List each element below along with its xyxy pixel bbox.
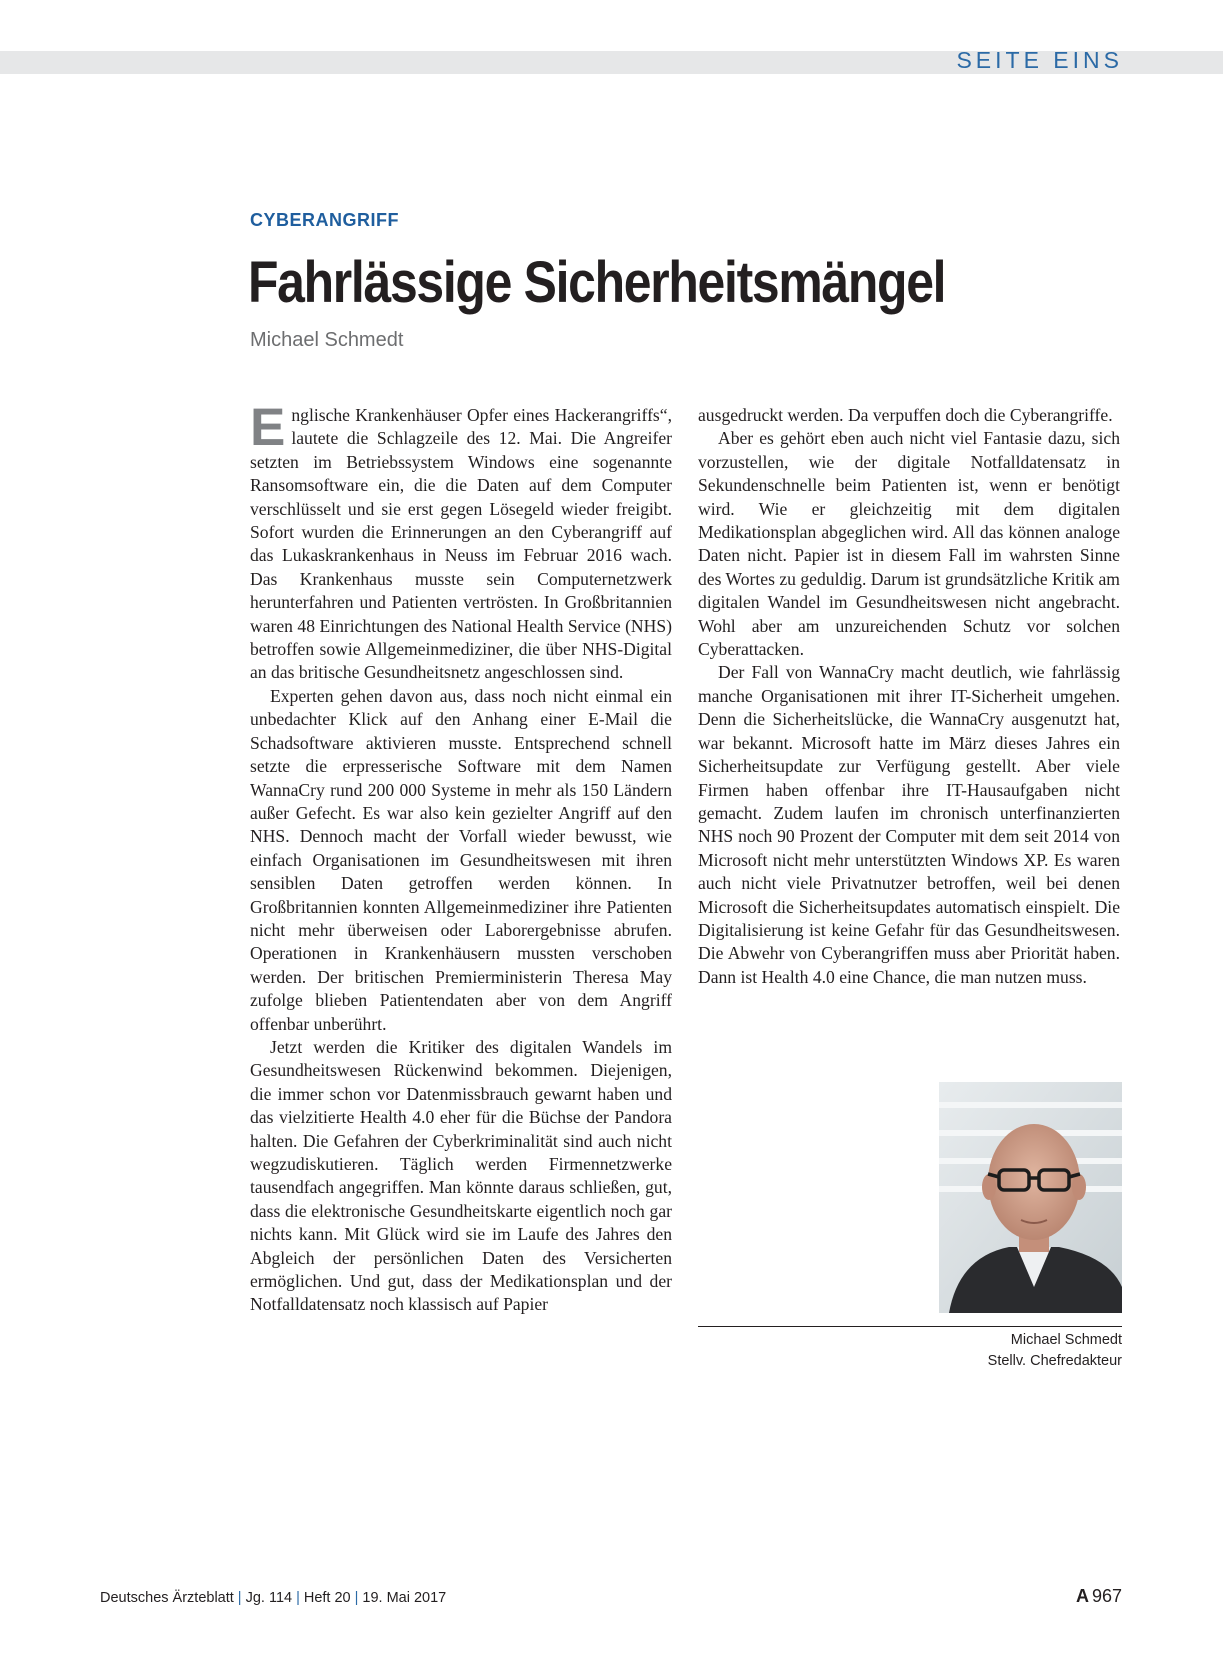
article-kicker: CYBERANGRIFF (250, 210, 399, 230)
paragraph (250, 398, 672, 685)
drop-cap: E (250, 398, 286, 457)
paragraph: Aber es gehört eben auch nicht viel Fantasie dazu, sich vorzustellen, wie der digitale Notfalldatensatz in Sekundenschnelle beim Patienten ist, wenn er benötigt wird. Wie er gleichzeitig mit dem digitalen Medikationsplan abgeglichen wird. All das können analoge Daten nicht. Papier ist in diesem Fall im wahrsten Sinne des Wortes zu geduldig. Darum ist grundsätzliche Kritik am digitalen Wandel im Gesundheitswesen nicht angebracht. Wohl aber am unzureichenden Schutz vor solchen Cyberattacken. (698, 428, 1120, 660)
article-column-left (250, 398, 672, 1317)
page-number (1076, 1586, 1122, 1607)
paragraph: ausgedruckt werden. Da verpuffen doch die Cyberangriffe. (698, 405, 1113, 425)
author-photo (939, 1082, 1122, 1313)
volume: Jg. 114 (245, 1590, 293, 1606)
caption-role: Stellv. Chefredakteur (987, 1353, 1122, 1369)
article-title: Fahrlässige Sicherheitsmängel (248, 250, 946, 315)
issue: Heft 20 (303, 1590, 351, 1606)
page-footer (100, 1590, 446, 1606)
paragraph-text: nglische Krankenhäuser Opfer eines Hackerangriffs“, lautete die Schlagzeile des 12. Mai. Die Angreifer setzten im Betriebssystem Windows eine sogenannte Ransomsoftware ein, die die Daten auf dem Computer verschlüsselt und sie erst gegen Lösegeld wieder freigibt. Sofort wurden die Erinnerungen an den Cyberangriff auf das Lukaskrankenhaus in Neuss im Februar 2016 wach. Das Krankenhaus musste sein Computernetzwerk herunterfahren und Patienten vertrösten. In Großbritannien waren 48 Einrichtungen des National Health Service (NHS) betroffen sowie Allgemeinmediziner, die über NHS-Digital an das britische Gesundheitsnetz angeschlossen sind. (250, 405, 672, 683)
footer-separator: | (296, 1590, 300, 1606)
publication-name: Deutsches Ärzteblatt (100, 1590, 234, 1606)
issue-date: 19. Mai 2017 (362, 1590, 447, 1606)
page-prefix: A (1075, 1586, 1089, 1606)
footer-separator: | (237, 1590, 242, 1606)
caption-divider (698, 1326, 1122, 1327)
paragraph: Der Fall von WannaCry macht deutlich, wie fahrlässig manche Organisationen mit ihrer IT-Sicherheit umgehen. Denn die Sicherheitslücke, die WannaCry ausgenutzt hat, war bekannt. Microsoft hatte im März dieses Jahres ein Sicherheitsupdate zur Verfügung gestellt. Aber viele Firmen haben offenbar ihre IT-Hausaufgaben nicht gemacht. Zudem laufen im chronisch unterfinanzierten NHS noch 90 Prozent der Computer mit dem seit 2014 von Microsoft nicht mehr unterstützten Windows XP. Es waren auch nicht viele Privatnutzer betroffen, weil bei denen Microsoft die Sicherheitsupdates automatisch einspielt. Die Digitalisierung ist keine Gefahr für das Gesundheitswesen. Die Abwehr von Cyberangriffen muss aber Priorität haben. Dann ist Health 4.0 eine Chance, die man nutzen muss. (698, 662, 1120, 987)
caption-name: Michael Schmedt (1010, 1332, 1122, 1348)
photo-caption (988, 1330, 1122, 1372)
article-column-right (698, 404, 1120, 989)
paragraph: Experten gehen davon aus, dass noch nicht einmal ein unbedachter Klick auf den Anhang einer E-Mail die Schadsoftware aktivieren musste. Entsprechend schnell setzte die erpresserische Software mit dem Namen WannaCry rund 200 000 Systeme in mehr als 150 Ländern außer Gefecht. Es war also kein gezielter Angriff auf den NHS. Dennoch macht der Vorfall wieder bewusst, wie einfach Organisationen im Gesundheitswesen mit ihren sensiblen Daten getroffen werden können. In Großbritannien konnten Allgemeinmediziner ihre Patienten nicht mehr überweisen oder Laborergebnisse abrufen. Operationen in Krankenhäusern mussten verschoben werden. Der britischen Premierministerin Theresa May zufolge blieben Patientendaten aber von dem Angriff offenbar unberührt. (250, 685, 672, 1034)
portrait-image (939, 1082, 1122, 1313)
article-author: Michael Schmedt (250, 329, 404, 351)
footer-separator: | (354, 1590, 359, 1606)
section-label: SEITE EINS (956, 47, 1123, 73)
page-number-value: 967 (1091, 1586, 1122, 1606)
paragraph: Jetzt werden die Kritiker des digitalen Wandels im Gesundheitswesen Rückenwind bekommen. Diejenigen, die immer schon vor Datenmissbrauch gewarnt haben und das vielzitierte Health 4.0 eher für die Büchse der Pandora halten. Die Gefahren der Cyberkriminalität sind auch nicht wegzudiskutieren. Täglich werden Firmennetzwerke tausendfach angegriffen. Man könnte daraus schließen, gut, dass die elektronische Gesundheitskarte eigentlich noch gar nichts kann. Mit Glück wird sie im Laufe des Jahres den Abgleich der persönlichen Daten des Versicherten ermöglichen. Und gut, dass der Medikationsplan und der Notfalldatensatz noch klassisch auf Papier (250, 1036, 672, 1315)
